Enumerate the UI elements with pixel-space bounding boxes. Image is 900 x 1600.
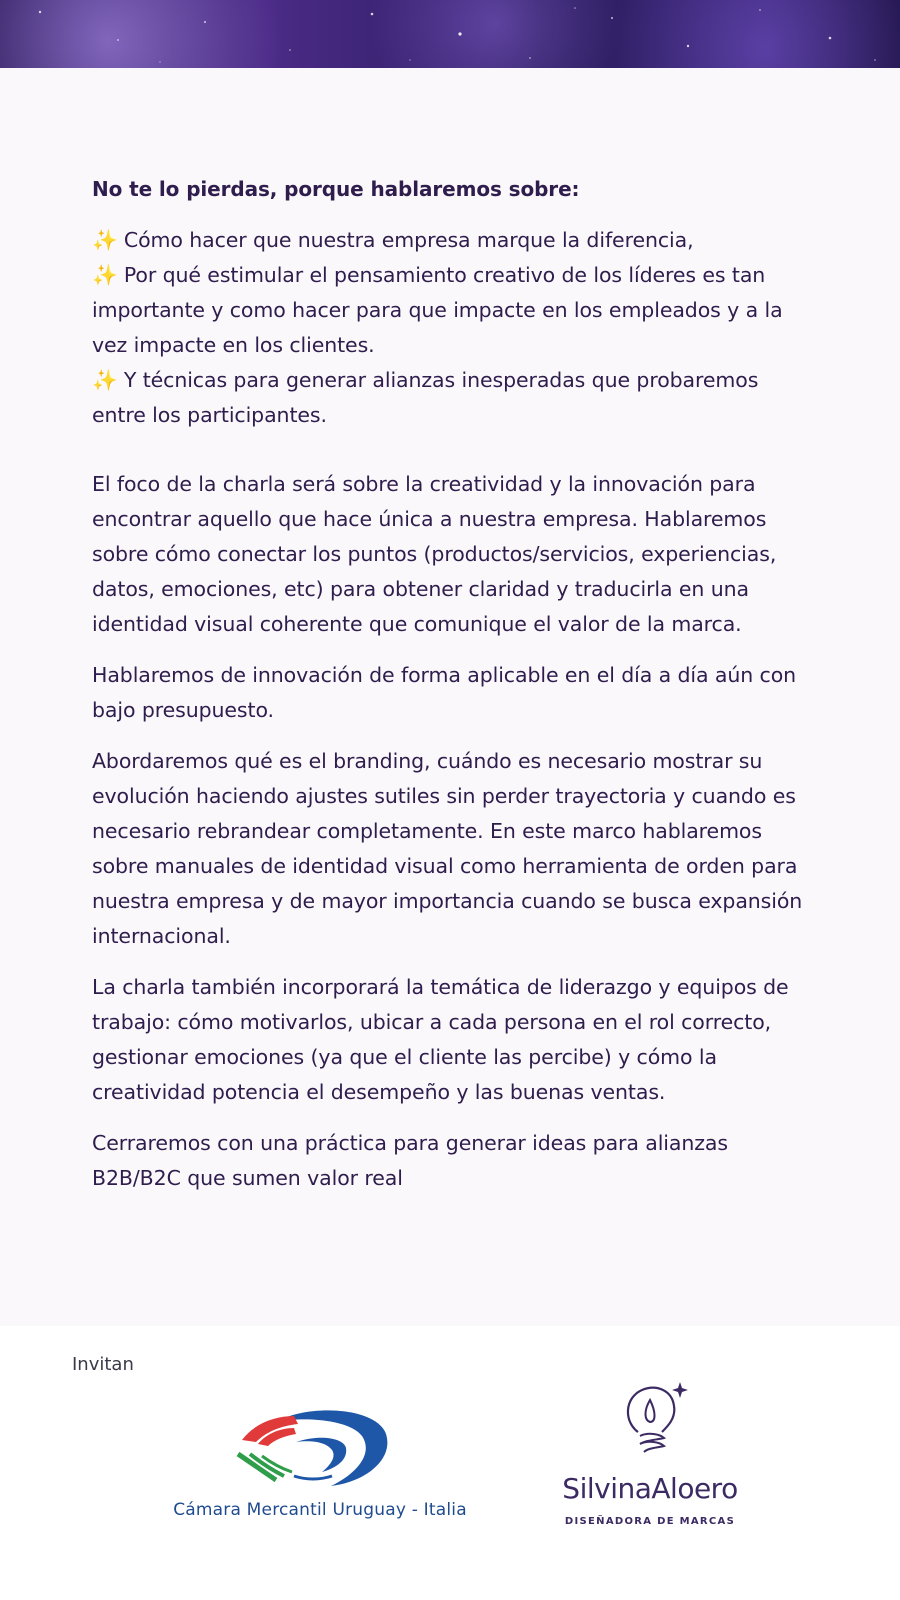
- footer: [0, 1326, 900, 1600]
- paragraph-branding: Abordaremos qué es el branding, cuándo es necesario mostrar su evolución haciendo ajustes sutiles sin perder trayectoria y cuando es necesario rebrandear completamente. En este marco hablaremos sobre manuales de identidad visual como herramienta de orden para nuestra empresa y de mayor importancia cuando se busca expansión internacional.: [92, 749, 803, 948]
- stars-decoration: [0, 0, 900, 68]
- article-text: [92, 172, 812, 1212]
- brand-name: SilvinaAloero: [562, 1472, 738, 1505]
- sparkles-icon: ✨: [92, 228, 118, 252]
- paragraph-focus: El foco de la charla será sobre la creatividad y la innovación para encontrar aquello que hace única a nuestra empresa. Hablaremos sobre cómo conectar los puntos (productos/servicios, experiencias, datos, emociones, etc) para obtener claridad y traducirla en una identidad visual coherente que comunique el valor de la marca.: [92, 472, 777, 636]
- list-item-text: Cómo hacer que nuestra empresa marque la diferencia,: [123, 228, 694, 252]
- invitan-label: Invitan: [72, 1354, 134, 1375]
- sparkles-icon: ✨: [92, 263, 118, 287]
- camara-mercantil-logo: [236, 1404, 396, 1494]
- camara-caption: Cámara Mercantil Uruguay - Italia: [173, 1500, 467, 1520]
- paragraph-closing: Cerraremos con una práctica para generar ideas para alianzas B2B/B2C que sumen valor real: [92, 1131, 728, 1190]
- list-item: [92, 258, 812, 363]
- sparkles-icon: ✨: [92, 368, 118, 392]
- list-item-text: Y técnicas para generar alianzas inesperadas que probaremos entre los participantes.: [92, 368, 759, 427]
- brand-subtitle: DISEÑADORA DE MARCAS: [564, 1516, 736, 1527]
- starry-banner: [0, 0, 900, 68]
- list-item: [92, 223, 812, 258]
- list-item: [92, 363, 812, 433]
- section-heading: No te lo pierdas, porque hablaremos sobre:: [92, 177, 580, 201]
- paragraph-leadership: La charla también incorporará la temática de liderazgo y equipos de trabajo: cómo motivarlos, ubicar a cada persona en el rol correcto, gestionar emociones (ya que el cliente las percibe) y cómo la creatividad potencia el desempeño y las buenas ventas.: [92, 975, 789, 1104]
- lightbulb-logo: [618, 1378, 698, 1468]
- main-content: [0, 68, 900, 1326]
- paragraph-innovation: Hablaremos de innovación de forma aplicable en el día a día aún con bajo presupuesto.: [92, 663, 797, 722]
- topics-list: [92, 223, 812, 433]
- list-item-text: Por qué estimular el pensamiento creativo de los líderes es tan importante y como hacer para que impacte en los empleados y a la vez impacte en los clientes.: [92, 263, 783, 357]
